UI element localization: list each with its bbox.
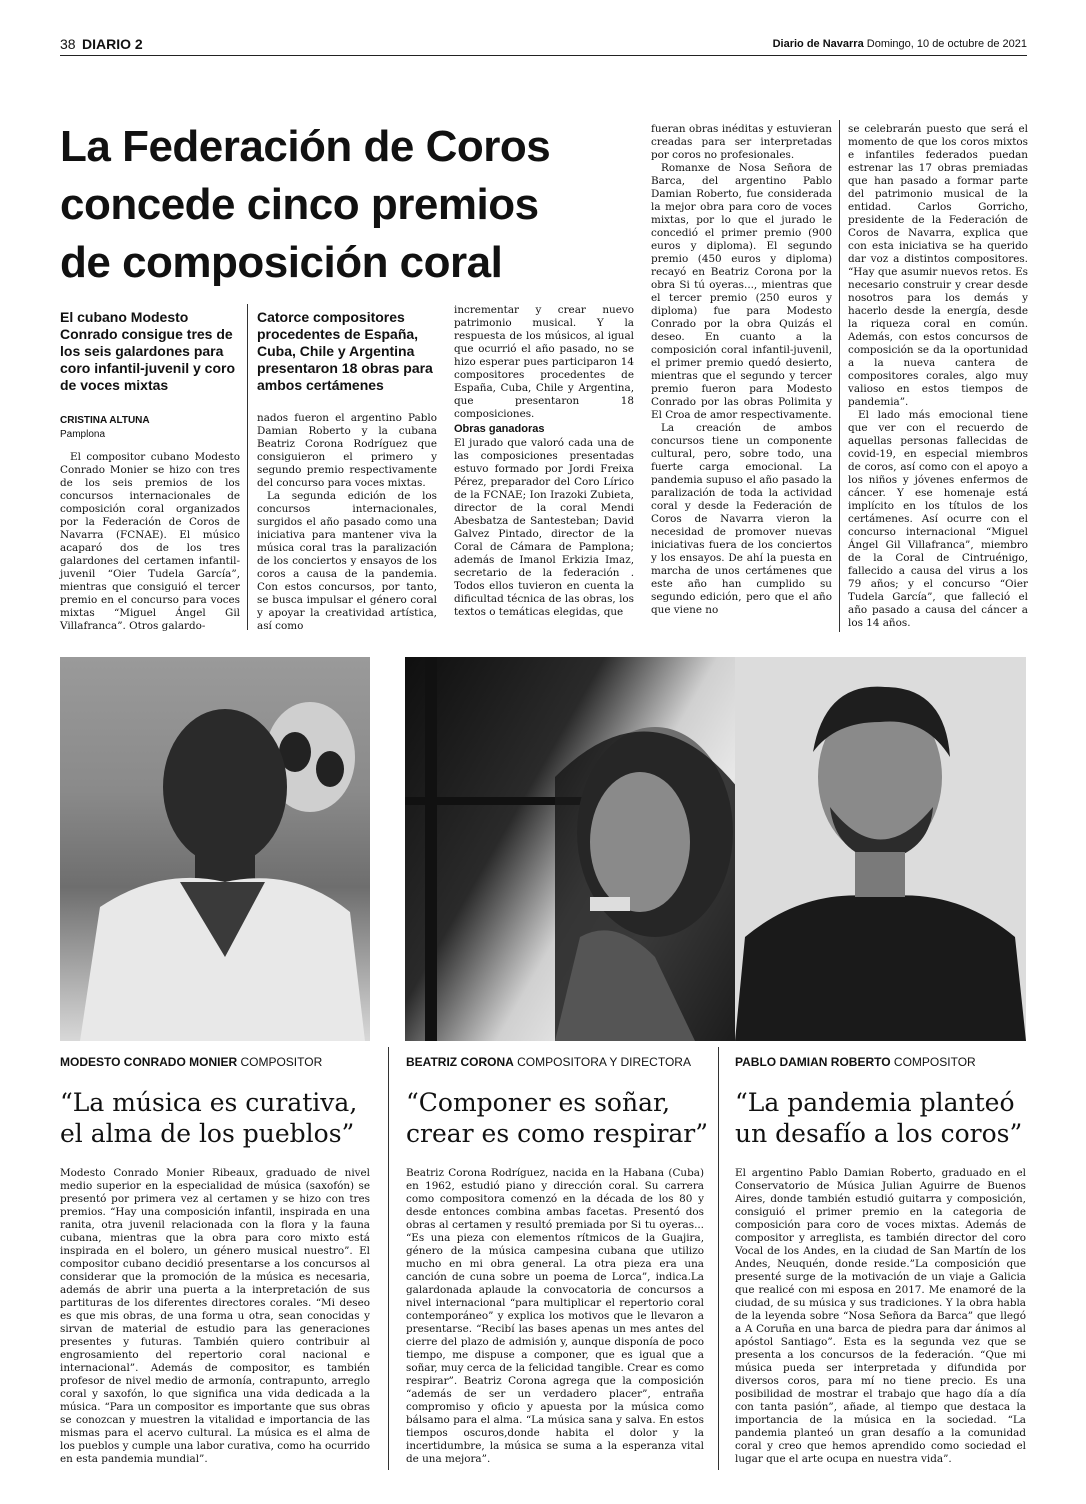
pull-quote: “La pandemia planteó un desafío a los coros” (735, 1088, 1023, 1148)
column-rule (388, 1047, 389, 1470)
page-number: 38 (60, 36, 76, 52)
profile-name: PABLO DAMIAN ROBERTO (735, 1055, 891, 1069)
subhead-1: El cubano Modesto Conrado consigue tres de los seis galardones para coro infantil-juvenil y coro de voces mixtas (60, 309, 236, 393)
issue-date: Domingo, 10 de octubre de 2021 (866, 38, 1027, 50)
column-rule (839, 120, 840, 632)
body-paragraph: La creación de ambos concursos tiene un componente cultural, pero, sobre todo, una fuerte carga emocional. La pandemia supuso el año pasado la paralización de toda la actividad coral y desde la Federación de Coros de Navarra vieron la necesidad de promover nuevas iniciativas fuera de los conciertos y los ensayos. De ahí la puesta en marcha de unos certámenes que este año han cumplido su segundo edición, pero que el año que viene no (651, 422, 832, 616)
portrait-image (735, 657, 1026, 1041)
body-column-3 (454, 304, 634, 619)
profile-role: COMPOSITOR (893, 1055, 976, 1069)
pull-quote: “Componer es soñar, crear es como respirar” (406, 1088, 709, 1148)
photo-caption (406, 1055, 691, 1069)
body-paragraph: Romanxe de Nosa Señora de Barca, del argentino Pablo Damian Roberto, fue considerada la mejor obra para coro de voces mixtas, por lo que el jurado le concedió el primer premio (900 euros y diploma). El segundo premio (450 euros y diploma) recayó en Beatriz Corona por la obra Si tú oyeras..., mientras que el tercer premio (250 euros y diploma) fue para Modesto Conrado por la obra Quizás el deseo. En cuanto a la composición coral infantil-juvenil, el primer premio quedó desierto, mientras que el segundo y tercer premio fueron para Modesto Conrado por las obras Polimita y El Croa de amor respectivamente. (651, 162, 832, 421)
body-paragraph: fueran obras inéditas y estuvieran creadas para ser interpretadas por coros no profesionales. (651, 123, 832, 161)
paper-dateline (773, 38, 1027, 50)
body-column-1 (60, 451, 240, 633)
byline-author: CRISTINA ALTUNA (60, 415, 150, 426)
byline-place: Pamplona (60, 429, 106, 440)
profile-name: BEATRIZ CORONA (406, 1055, 514, 1069)
profile-bio: Modesto Conrado Monier Ribeaux, graduado de nivel medio superior en la especialidad de música (saxofón) se presentó por primera vez al certamen y se hizo con tres premios. “Hay una composición infantil, inspirada en una ranita, otra juvenil relacionada con la flora y la fauna cubana, mientras que la obra para coro mixto está inspirada en el bolero, un género musical nuestro”. El compositor cubano decidió presentarse a los concursos al considerar que la promoción de la música es necesaria, además de abrir una puerta a la interpretación de sus partituras de los diferentes directores corales. “Mi deseo es que mis obras, de una forma u otra, sean conocidas y sirvan de material de estudio para las generaciones presentes y futuras. También quiero contribuir al engrosamiento del repertorio coral nacional e internacional”. Además de compositor, es también profesor de nivel medio de armonía, contrapunto, arreglo coral y saxofón, lo que significa una vida dedicada a la música. “Para un compositor es importante que sus obras se conozcan y muestren la vitalidad e importancia de las mismas para el acervo cultural. La música es el alma de los pueblos y cumple una labor curativa, como ha ocurrido en esta pandemia mundial”. (60, 1167, 370, 1465)
profile-name: MODESTO CONRADO MONIER (60, 1055, 238, 1069)
profile-bio: Beatriz Corona Rodríguez, nacida en la Habana (Cuba) en 1962, estudió piano y dirección coral. Su carrera como compositora comenzó en la década de los 80 y desde entonces combina ambas facetas. Presentó dos obras al certamen y resultó premiada por Si tu oyeras... “Es una pieza con elementos rítmicos de la Guajira, género de la música campesina cubana que utilizo mucho en mi obra general. La otra pieza era una canción de cuna sobre un poema de Lorca”, indica.La galardonada aplaude la convocatoria de concursos a nivel internacional “para multiplicar el repertorio coral contemporáneo” y explica los motivos que le llevaron a presentarse. “Recibí las bases apenas un mes antes del cierre del plazo de admisión y, aunque disponía de poco tiempo, me dispuse a componer, que es igual que a soñar, muy cerca de la felicidad tangible. Crear es como respirar”. Beatriz Corona agrega que la composición “además de ser un verdadero placer”, entraña compromiso y oficio y apuesta por la música como bálsamo para el alma. “La música sana y salva. En estos tiempos oscuros,donde habita el dolor y la incertidumbre, la música se suma a la esperanza vital de una mejora”. (406, 1167, 704, 1465)
subhead-2: Catorce compositores procedentes de España, Cuba, Chile y Argentina presentaron 18 obras para ambos certámenes (257, 309, 433, 393)
paper-name: Diario de Navarra (772, 38, 864, 50)
body-paragraph: El compositor cubano Modesto Conrado Monier se hizo con tres de los seis premios de los concursos internacionales de composición coral organizados por la Federación de Coros de Navarra (FCNAE). El músico acaparó dos de los tres galardones del certamen infantil-juvenil “Oier Tudela García”, mientras que consiguió el tercer premio en el concurso para voces mixtas “Miguel Ángel Gil Villafranca”. Otros galardo- (60, 451, 240, 632)
profile-role: COMPOSITORA Y DIRECTORA (517, 1055, 691, 1069)
body-paragraph: incrementar y crear nuevo patrimonio musical. Y la respuesta de los músicos, al igual que ocurrió el año pasado, no se hizo esperar pues participaron 14 compositores procedentes de España, Cuba, Chile y Argentina, que presentaron 18 composiciones. (454, 304, 634, 420)
body-column-4 (651, 123, 832, 617)
body-paragraph: se celebrarán puesto que será el momento de que los coros mixtos e infantiles federados puedan estrenar las 17 obras premiadas que han pasado a formar parte del patrimonio musical de la entidad. Carlos Gorricho, presidente de la Federación de Coros de Navarra, explica que con esta iniciativa se ha querido dar voz a distintos compositores. “Hay que asumir nuevos retos. Es necesario construir y crear desde nosotros para los demás y hacerlo desde la energía, desde la riqueza coral en común. Además, con estos concursos de composición se da la oportunidad a la nueva cantera de compositores corales, algo muy valioso en estos tiempos de pandemia”. (848, 123, 1028, 408)
pull-quote: “La música es curativa, el alma de los pueblos” (60, 1088, 358, 1148)
column-rule (247, 304, 248, 630)
crosshead: Obras ganadoras (454, 423, 545, 435)
headline: La Federación de Coros concede cinco premios de composición coral (60, 122, 551, 287)
body-paragraph: La segunda edición de los concursos internacionales, surgidos el año pasado como una iniciativa para mantener viva la música coral tras la paralización de los conciertos y ensayos de los coros a causa de la pandemia. Con estos concursos, por tanto, se busca impulsar el género coral y apoyar la creatividad artística, así como (257, 490, 437, 632)
body-column-5 (848, 123, 1028, 630)
body-paragraph: El lado más emocional tiene que ver con el recuerdo de aquellas personas fallecidas de covid-19, en especial miembros de coros, así como con el apoyo a los niños y jóvenes enfermos de cáncer. Y ese homenaje está implícito en los títulos de los certámenes. Así ocurre con el concurso internacional “Miguel Ángel Gil Villafranca”, miembro de la Coral de Cintruénigo, fallecido a causa del virus a los 79 años; y el concurso “Oier Tudela García”, que falleció el año pasado a causa del cáncer a los 14 años. (848, 409, 1028, 629)
body-column-2 (257, 412, 437, 633)
photo-pablo-damian-roberto (735, 657, 1026, 1041)
photo-caption (60, 1055, 322, 1069)
section-name: DIARIO 2 (82, 36, 143, 52)
profile-role: COMPOSITOR (240, 1055, 323, 1069)
body-paragraph: nados fueron el argentino Pablo Damian Roberto y la cubana Beatriz Corona Rodríguez que consiguieron el primero y segundo premio respectivamente del concurso para voces mixtas. (257, 412, 437, 489)
profile-bio: El argentino Pablo Damian Roberto, graduado en el Conservatorio de Música Julian Aguirre de Buenos Aires, donde también estudió guitarra y composición, consiguió el primer premio en la categoria de composición para coro de voces mixtas. Además de compositor y arreglista, es también director del coro Vocal de los Andes, en la ciudad de San Martín de los Andes, Neuquén, donde reside.”La composición que presenté surge de la motivación de un viaje a Galicia que realicé con mi esposa en 2017. Me enamoré de la ciudad, de su música y sus tradiciones. Y la obra habla de la leyenda sobre “Nosa Señora da Barca” que llegó a A Coruña en una barca de piedra para dar ánimos al apóstol Santiago”. Esta es la segunda vez que se presenta a los concursos de la federación. “Que mi música pueda ser interpretada y difundida por diversos coros, para mí no tiene precio. Es una posibilidad de mostrar el trabajo que hago día a día con tanta pasión”, añade, al tiempo que destaca la importancia de la música en la sociedad. “La pandemia planteó un gran desafío a la comunidad coral y creo que hemos aprendido como sociedad el lugar que el arte ocupa en nuestra vida”. (735, 1167, 1026, 1465)
photo-modesto-conrado (60, 657, 370, 1041)
body-paragraph: El jurado que valoró cada una de las composiciones presentadas estuvo formado por Jordi Freixa Pérez, preparador del Coro Lírico de la FCNAE; Ion Irazoki Zubieta, director de la coral Mendi Abesbatza de Santesteban; David Galvez Pintado, director de la Coral de Cámara de Pamplona; además de Imanol Erkizia Imaz, secretario de la federación . Todos ellos tuvieron en cuenta la dificultad técnica de las obras, los textos o temáticas elegidas, que (454, 437, 634, 618)
photo-caption (735, 1055, 976, 1069)
column-rule (718, 1047, 719, 1470)
page-folio (60, 36, 1027, 56)
portrait-image (60, 657, 370, 1041)
photo-beatriz-corona (405, 657, 753, 1041)
portrait-image (405, 657, 753, 1041)
